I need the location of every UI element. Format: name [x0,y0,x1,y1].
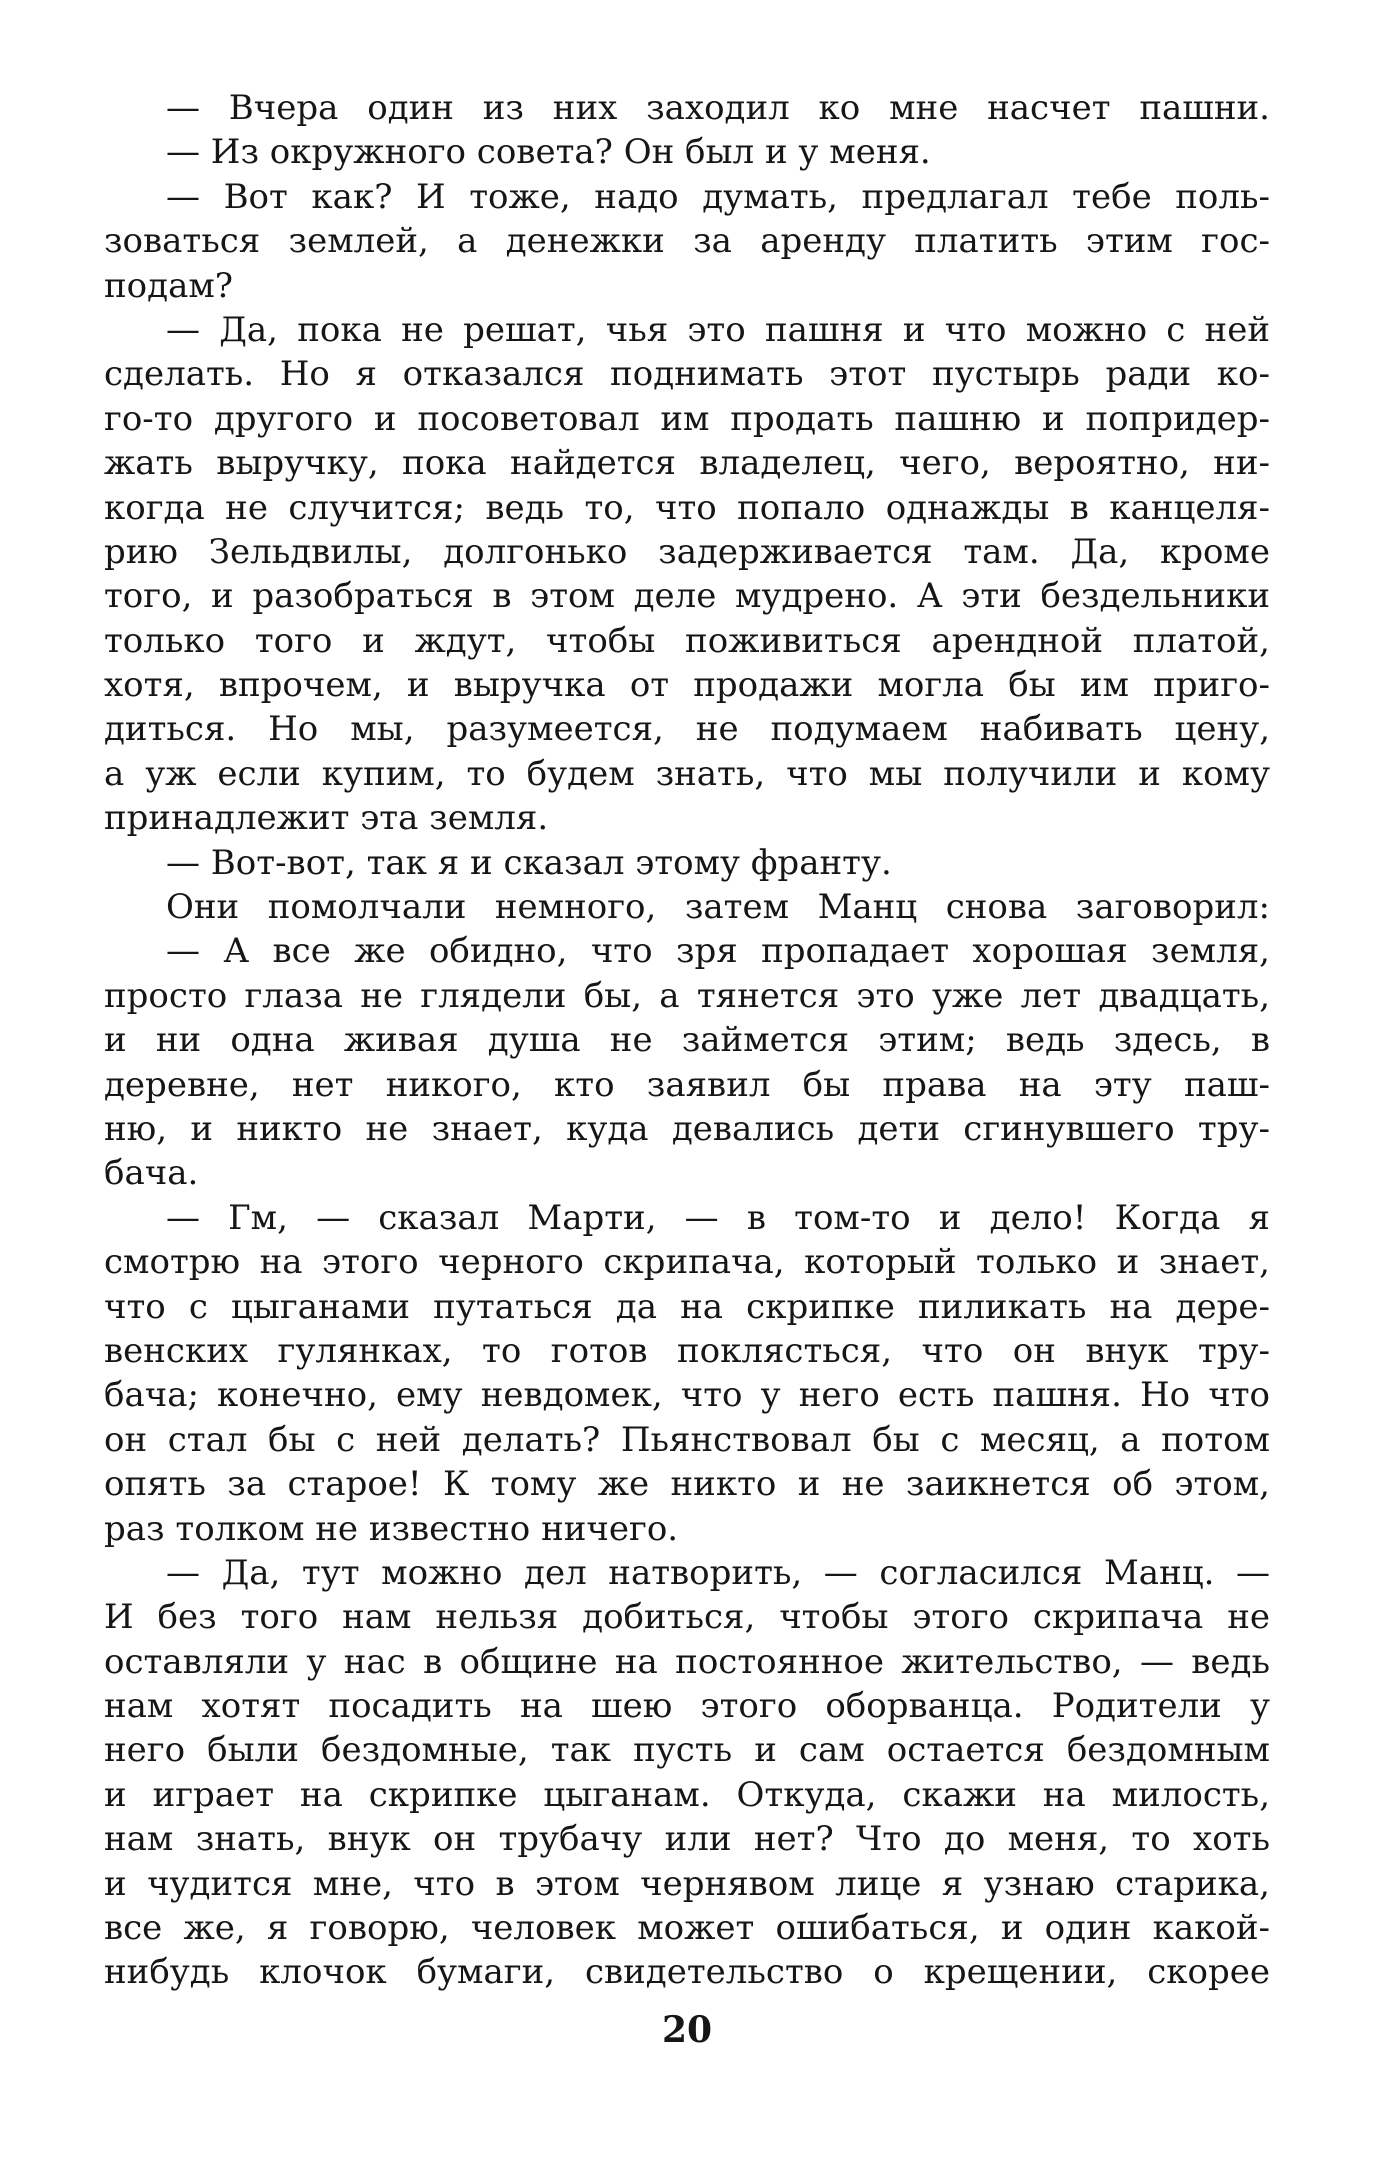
text-line: раз толком не известно ничего. [104,1508,679,1549]
text-line: нам хотят посадить на шею этого оборванца. Родители у [104,1686,1270,1727]
text-line: того, и разобраться в этом деле мудрено. А эти бездельники [104,576,1270,617]
text-line: — Вот как? И тоже, надо думать, предлагал тебе поль- [166,176,1270,217]
text-line: только того и ждут, чтобы поживиться арендной платой, [104,620,1270,661]
text-line: И без того нам нельзя добиться, чтобы этого скрипача не [104,1597,1270,1638]
text-line: рию Зельдвилы, долгонько задерживается там. Да, кроме [104,531,1270,572]
text-line: все же, я говорю, человек может ошибаться, и один какой- [104,1908,1270,1949]
text-line: хотя, впрочем, и выручка от продажи могла бы им приго- [104,665,1270,706]
text-line: Они помолчали немного, затем Манц снова заговорил: [166,887,1270,928]
text-line: — Да, тут можно дел натворить, — согласился Манц. — [166,1552,1270,1593]
text-line: жать выручку, пока найдется владелец, чего, вероятно, ни- [104,443,1270,484]
text-line: — А все же обидно, что зря пропадает хорошая земля, [166,931,1270,972]
text-line: нибудь клочок бумаги, свидетельство о крещении, скорее [104,1952,1270,1993]
text-line: и играет на скрипке цыганам. Откуда, скажи на милость, [104,1774,1270,1815]
text-line: него были бездомные, так пусть и сам остается бездомным [104,1730,1270,1771]
text-line: когда не случится; ведь то, что попало однажды в канцеля- [104,487,1270,528]
text-line: ню, и никто не знает, куда девались дети сгинувшего тру- [104,1108,1270,1149]
text-line: он стал бы с ней делать? Пьянствовал бы с месяц, а потом [104,1419,1270,1460]
text-line: просто глаза не глядели бы, а тянется это уже лет двадцать, [104,975,1270,1016]
text-line: что с цыганами путаться да на скрипке пиликать на дере- [104,1286,1270,1327]
text-line: и ни одна живая душа не займется этим; ведь здесь, в [104,1020,1270,1061]
text-line: — Вчера один из них заходил ко мне насчет пашни. [166,88,1270,128]
text-line: бача; конечно, ему невдомек, что у него есть пашня. Но что [104,1375,1270,1416]
body-text [104,86,1270,1995]
text-line: — Гм, — сказал Марти, — в том-то и дело! Когда я [166,1197,1270,1238]
text-line: сделать. Но я отказался поднимать этот пустырь ради ко- [104,354,1270,395]
text-line: подам? [104,265,234,306]
text-line: принадлежит эта земля. [104,798,549,839]
text-line: — Из окружного совета? Он был и у меня. [166,132,931,173]
text-line: диться. Но мы, разумеется, не подумаем набивать цену, [104,709,1270,750]
page-number: 20 [661,2009,713,2051]
text-line: и чудится мне, что в этом чернявом лице я узнаю старика, [104,1863,1270,1904]
text-line: смотрю на этого черного скрипача, который только и знает, [104,1242,1270,1283]
text-line: опять за старое! К тому же никто и не заикнется об этом, [104,1464,1270,1505]
text-line: деревне, нет никого, кто заявил бы права на эту паш- [104,1064,1270,1105]
text-line: а уж если купим, то будем знать, что мы получили и кому [104,753,1270,794]
text-line: — Да, пока не решат, чья это пашня и что можно с ней [166,309,1270,350]
text-line: оставляли у нас в общине на постоянное жительство, — ведь [104,1641,1270,1682]
text-line: бача. [104,1153,199,1194]
text-line: зоваться землей, а денежки за аренду платить этим гос- [104,221,1270,262]
text-line: го-то другого и посоветовал им продать пашню и попридер- [104,398,1270,439]
text-line: — Вот-вот, так я и сказал этому франту. [166,842,892,883]
text-line: венских гулянках, то готов поклясться, что он внук тру- [104,1330,1270,1371]
text-line: нам знать, внук он трубачу или нет? Что до меня, то хоть [104,1819,1270,1860]
